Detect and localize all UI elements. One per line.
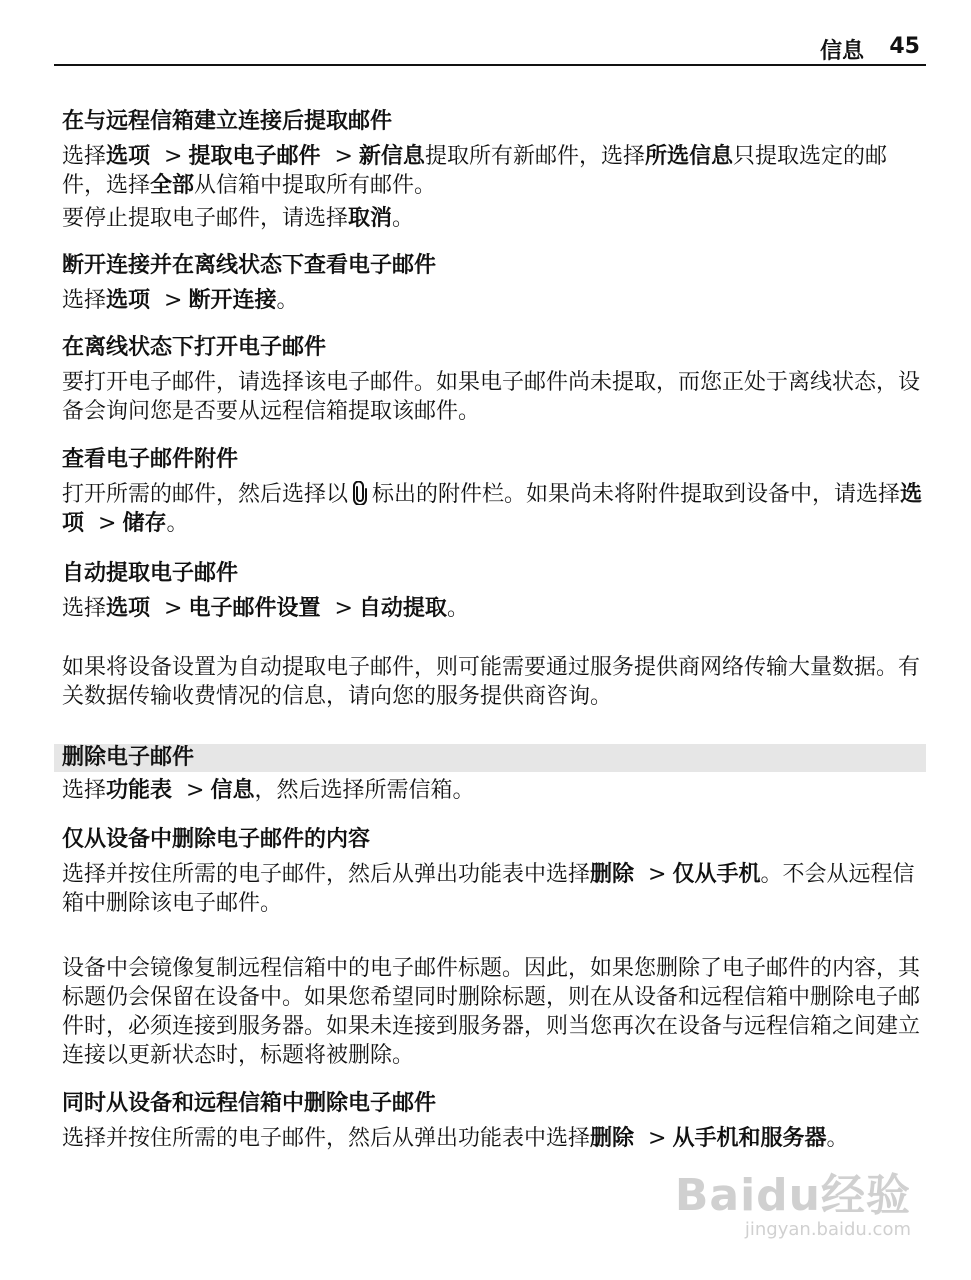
section-paragraph: 选择选项 > 提取电子邮件 > 新信息提取所有新邮件，选择所选信息只提取选定的邮件，选择全部从信箱中提取所有邮件。 [62,144,887,198]
watermark-logo: Baidu经验 [674,1170,911,1221]
section-paragraph: 选择功能表 > 信息，然后选择所需信箱。 [62,778,475,803]
section-paragraph: 要停止提取电子邮件，请选择取消。 [62,206,415,231]
section-delete-device-only [62,826,924,1070]
section-disconnect-offline [62,252,924,315]
section-paragraph: 选择选项 > 电子邮件设置 > 自动提取。 [62,596,469,621]
section-heading: 自动提取电子邮件 [62,561,239,586]
section-auto-fetch [62,560,924,711]
section-heading: 删除电子邮件 [62,745,195,770]
section-view-attachments [62,446,924,538]
page-number: 45 [889,34,920,59]
section-heading: 查看电子邮件附件 [62,447,239,472]
section-paragraph: 如果将设备设置为自动提取电子邮件，则可能需要通过服务提供商网络传输大量数据。有关数据传输收费情况的信息，请向您的服务提供商咨询。 [62,655,921,709]
section-heading: 同时从设备和远程信箱中删除电子邮件 [62,1091,437,1116]
section-fetch-after-connect [62,108,924,233]
watermark-url: jingyan.baidu.com [744,1219,911,1240]
baidu-watermark [675,1159,911,1240]
section-paragraph: 选择并按住所需的电子邮件，然后从弹出功能表中选择删除 > 从手机和服务器。 [62,1126,849,1151]
section-paragraph: 选择选项 > 断开连接。 [62,288,299,313]
section-paragraph: 设备中会镜像复制远程信箱中的电子邮件标题。因此，如果您删除了电子邮件的内容，其标题仍会保留在设备中。如果您希望同时删除标题，则在从设备和远程信箱中删除电子邮件时，必须连接到服务器。如果未连接到服务器，则当您再次在设备与远程信箱之间建立连接以更新状态时，标题将被删除。 [62,956,921,1068]
section-paragraph: 选择并按住所需的电子邮件，然后从弹出功能表中选择删除 > 仅从手机。不会从远程信箱中删除该电子邮件。 [62,862,915,916]
section-open-offline [62,334,924,426]
section-heading: 仅从设备中删除电子邮件的内容 [62,827,371,852]
section-heading: 断开连接并在离线状态下查看电子邮件 [62,253,437,278]
header-title: 信息 [819,39,864,64]
section-delete-both [62,1090,924,1153]
paperclip-icon [351,481,369,505]
section-paragraph: 打开所需的邮件，然后选择以 标出的附件栏。如果尚未将附件提取到设备中，请选择选项 > 储存。 [62,482,923,536]
section-paragraph: 要打开电子邮件，请选择该电子邮件。如果电子邮件尚未提取，而您正处于离线状态，设备会询问您是否要从远程信箱提取该邮件。 [62,370,921,424]
section-delete-email [62,744,924,805]
section-heading: 在离线状态下打开电子邮件 [62,335,327,360]
section-heading: 在与远程信箱建立连接后提取邮件 [62,109,393,134]
page-header [54,30,926,66]
